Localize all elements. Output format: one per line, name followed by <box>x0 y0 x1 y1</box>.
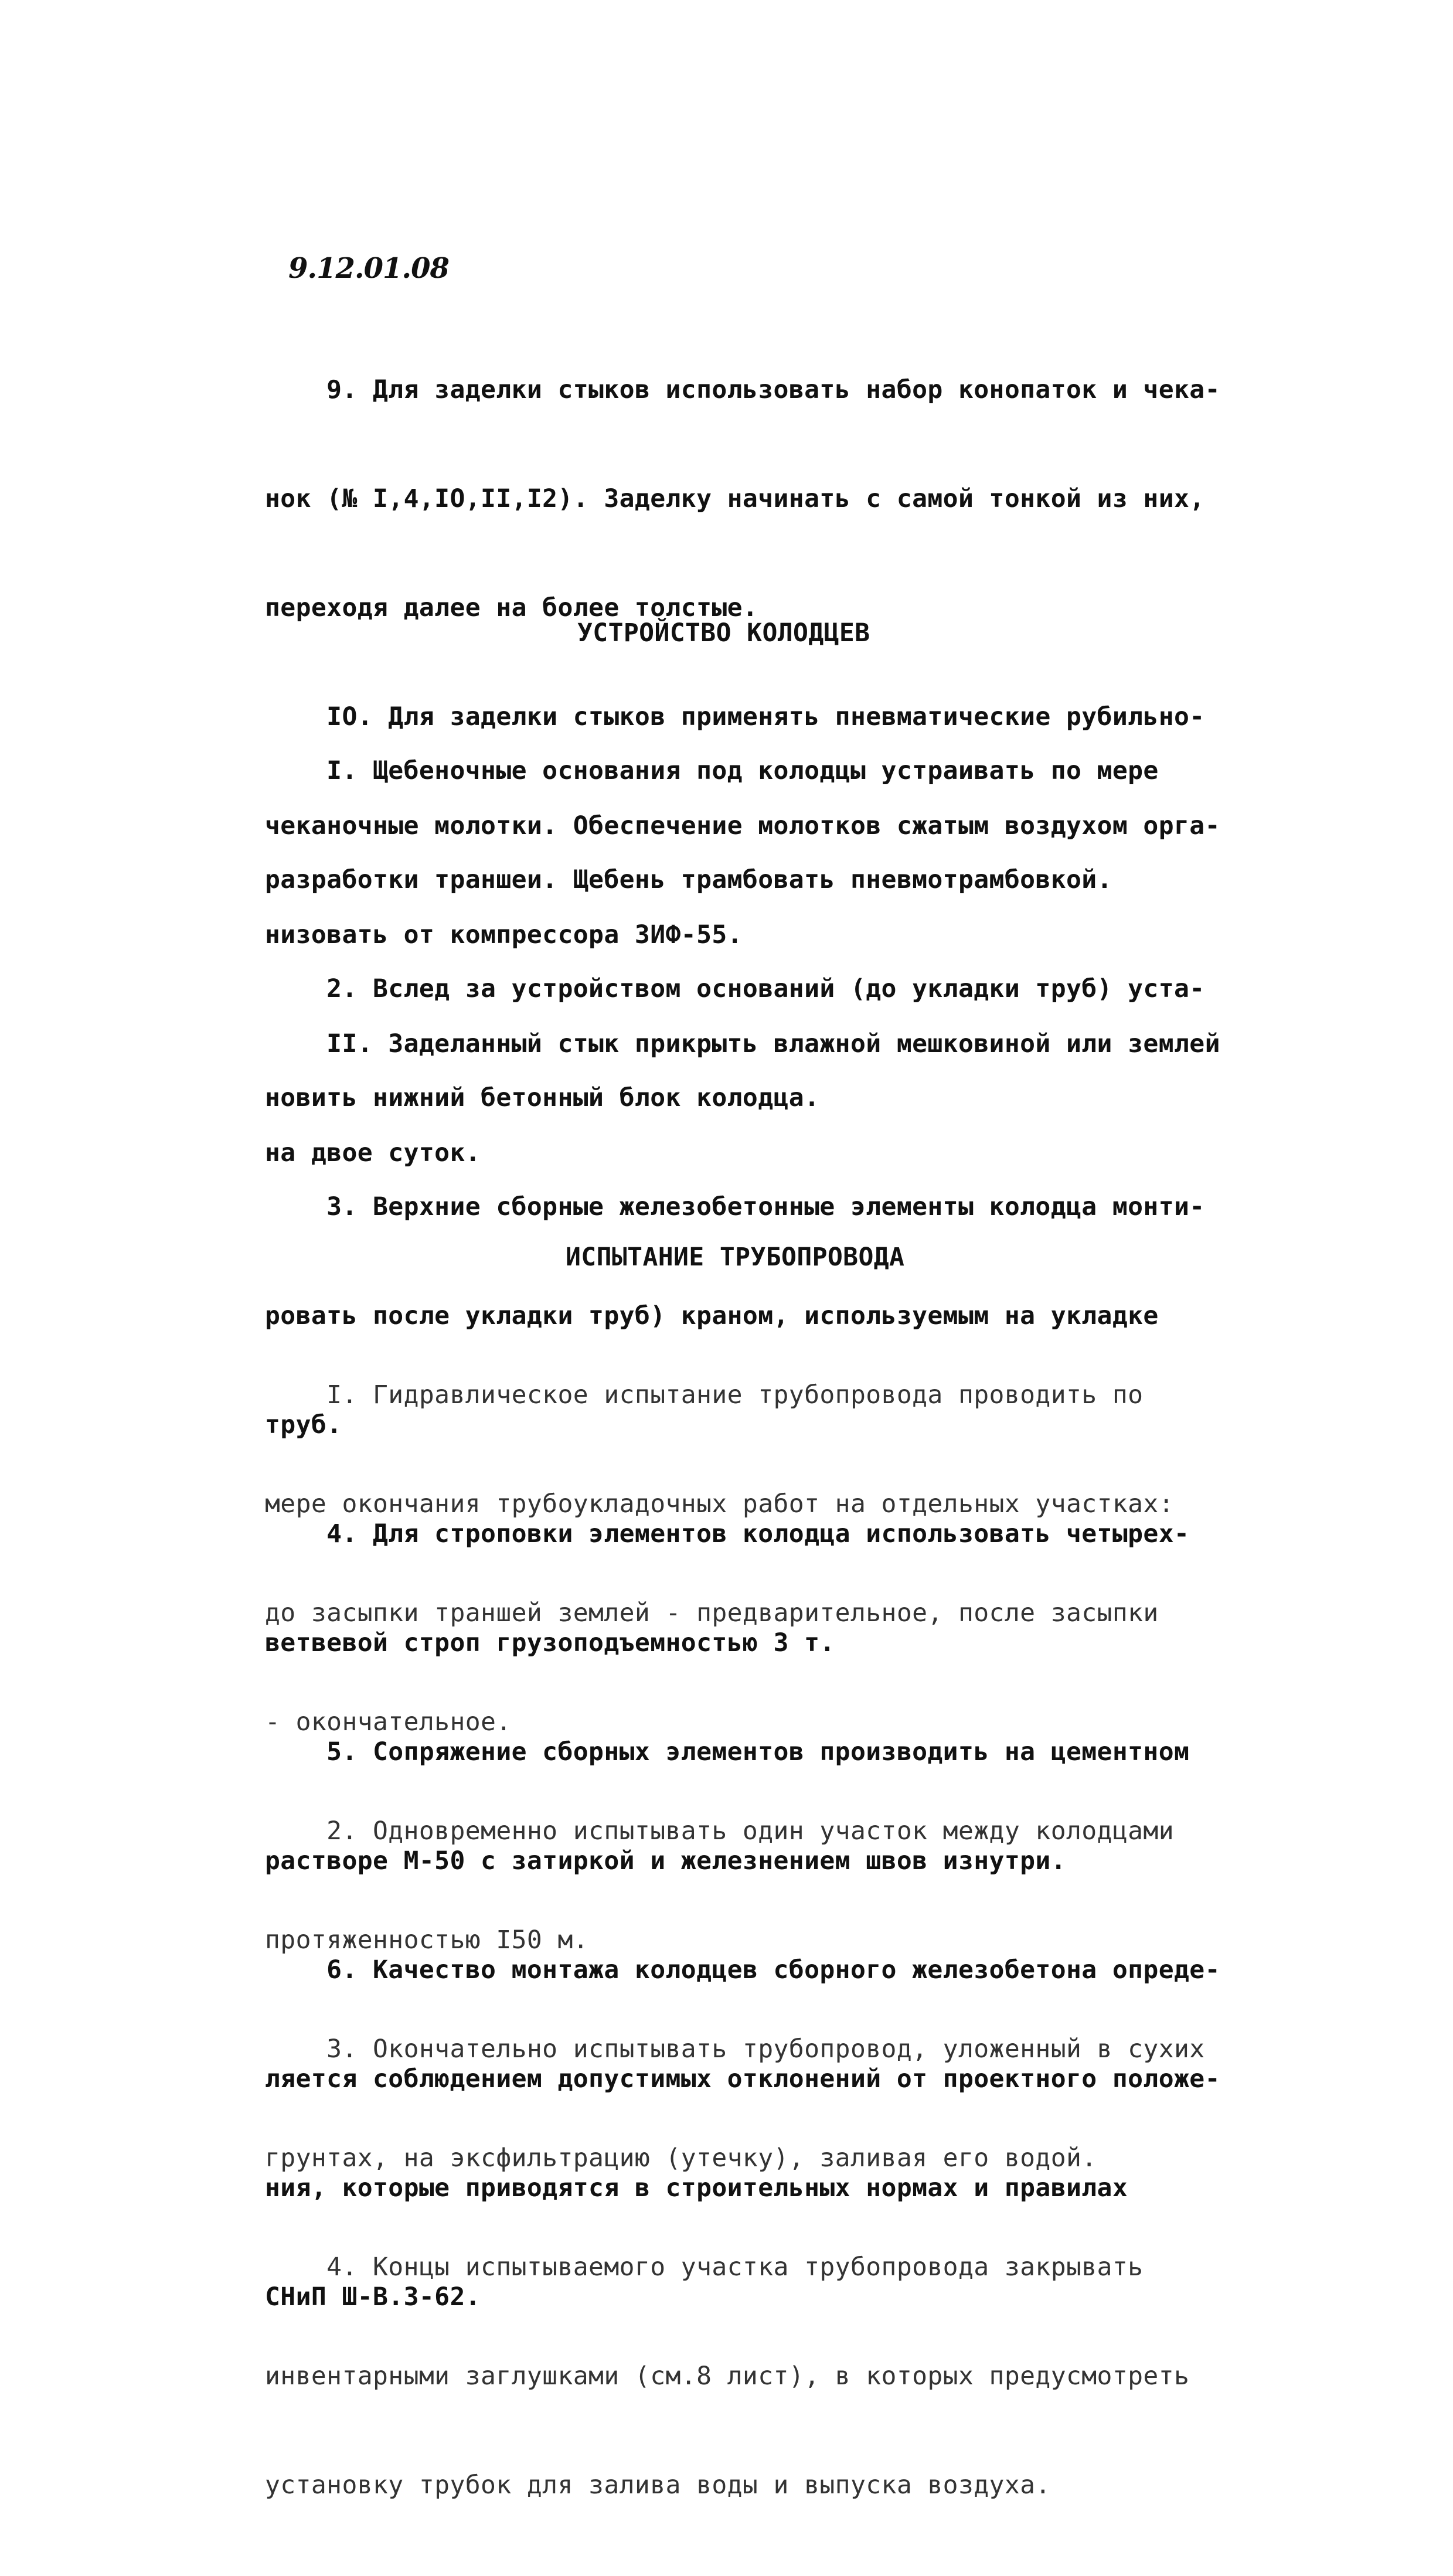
text-line: - окончательное. <box>265 1707 512 1737</box>
section-pipeline-testing <box>265 1304 1220 2576</box>
text-line: мере окончания трубоукладочных работ на отдельных участках: <box>265 1489 1175 1519</box>
text-line: протяженностью I50 м. <box>265 1925 589 1955</box>
text-line: ния, которые приводятся в строительных нормах и правилах <box>265 2173 1128 2203</box>
text-line: 6. Качество монтажа колодцев сборного железобетона опреде- <box>265 1955 1220 1985</box>
text-line: установку трубок для залива воды и выпуска воздуха. <box>265 2470 1051 2500</box>
text-line: инвентарными заглушками (см.8 лист), в которых предусмотреть <box>265 2361 1190 2391</box>
text-line: грунтах, на эксфильтрацию (утечку), заливая его водой. <box>265 2143 1097 2173</box>
text-line: 4. Концы испытываемого участка трубопровода закрывать <box>265 2252 1144 2282</box>
text-line: 9. Для заделки стыков использовать набор конопаток и чека- <box>265 375 1220 404</box>
text-line: ветвевой строп грузоподъемностью 3 т. <box>265 1628 835 1658</box>
text-line: нок (№ I,4,IO,II,I2). Заделку начинать с самой тонкой из них, <box>265 484 1205 513</box>
text-line: чеканочные молотки. Обеспечение молотков сжатым воздухом орга- <box>265 811 1220 840</box>
text-line: труб. <box>265 1410 342 1440</box>
text-line: IO. Для заделки стыков применять пневматические рубильно- <box>265 702 1205 731</box>
text-line: II. Заделанный стык прикрыть влажной мешковиной или землей <box>265 1029 1220 1059</box>
text-line: на двое суток. <box>265 1138 481 1168</box>
text-line: 2. Одновременно испытывать один участок между колодцами <box>265 1816 1175 1846</box>
text-line: I. Щебеночные основания под колодцы устраивать по мере <box>265 756 1159 785</box>
text-line: ляется соблюдением допустимых отклонений от проектного положе- <box>265 2064 1220 2094</box>
text-line: 3. Верхние сборные железобетонные элементы колодца монти- <box>265 1192 1205 1221</box>
text-line: ровать после укладки труб) краном, используемым на укладке <box>265 1301 1159 1330</box>
text-line: низовать от компрессора ЗИФ-55. <box>265 920 743 950</box>
text-line: 4. Для строповки элементов колодца использовать четырех- <box>265 1519 1190 1549</box>
text-line: СНиП Ш-В.3-62. <box>265 2282 481 2312</box>
section-heading-testing: ИСПЫТАНИЕ ТРУБОПРОВОДА <box>566 1243 905 1272</box>
document-code: 9.12.01.08 <box>288 252 449 285</box>
text-line: 3. Окончательно испытывать трубопровод, уложенный в сухих <box>265 2034 1205 2064</box>
text-line: разработки траншеи. Щебень трамбовать пневмотрамбовкой. <box>265 865 1112 894</box>
text-line: I. Гидравлическое испытание трубопровода проводить по <box>265 1380 1144 1410</box>
text-line: растворе М-50 с затиркой и железнением швов изнутри. <box>265 1846 1066 1876</box>
text-line: до засыпки траншей землей - предварительное, после засыпки <box>265 1598 1159 1628</box>
text-line: новить нижний бетонный блок колодца. <box>265 1083 820 1112</box>
text-line: 5. Сопряжение сборных элементов производить на цементном <box>265 1737 1190 1767</box>
text-line: 2. Вслед за устройством оснований (до укладки труб) уста- <box>265 974 1205 1003</box>
section-heading-wells: УСТРОЙСТВО КОЛОДЦЕВ <box>577 618 870 648</box>
text-line: переходя далее на более толстые. <box>265 593 758 622</box>
